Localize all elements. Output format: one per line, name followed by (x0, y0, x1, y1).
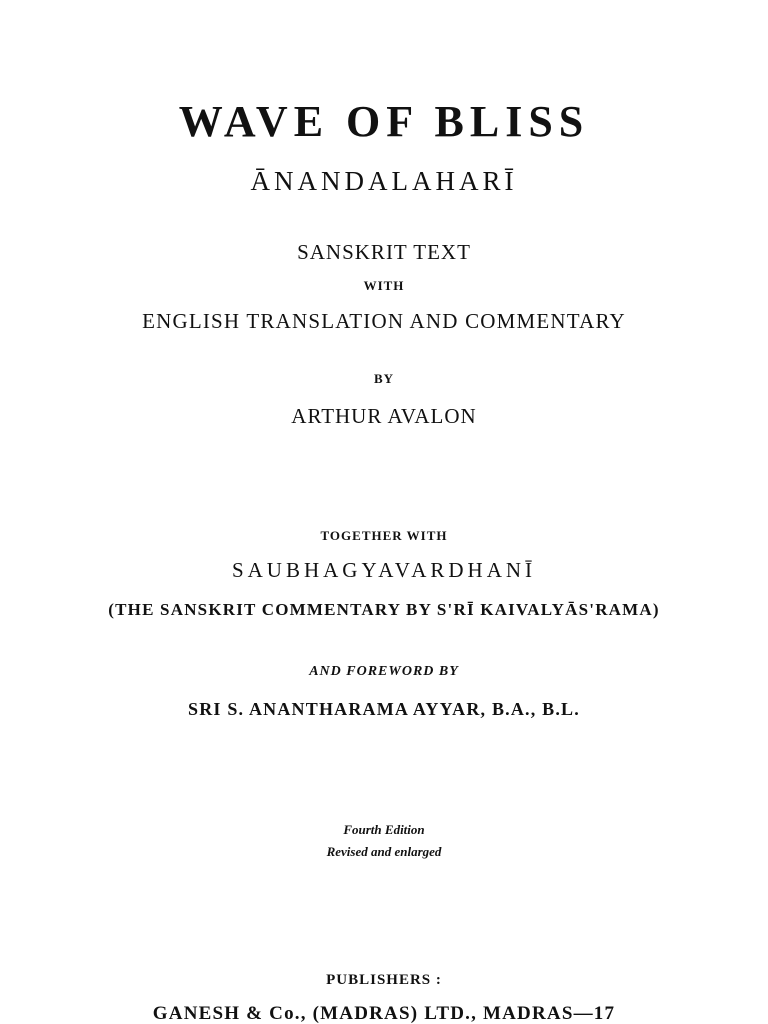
foreword-author: SRI S. ANANTHARAMA AYYAR, B.A., B.L. (188, 699, 580, 719)
edition-line-2: Revised and enlarged (326, 844, 442, 859)
description-line-2: WITH (363, 278, 405, 293)
book-subtitle: ĀNANDALAHARĪ (250, 166, 518, 196)
by-label: BY (373, 371, 395, 386)
edition-line-1: Fourth Edition (343, 822, 425, 837)
publisher-name: GANESH & Co., (MADRAS) LTD., MADRAS—17 (152, 1003, 616, 1024)
together-with-label: TOGETHER WITH (320, 528, 448, 543)
description-line-1: SANSKRIT TEXT (297, 240, 471, 264)
description-line-3: ENGLISH TRANSLATION AND COMMENTARY (142, 309, 626, 333)
foreword-label: AND FOREWORD BY (309, 664, 459, 679)
publisher-label: PUBLISHERS : (326, 972, 442, 988)
commentary-note: (THE SANSKRIT COMMENTARY BY S'RĪ KAIVALYĀS'RAMA) (108, 600, 660, 619)
commentary-name: SAUBHAGYAVARDHANĪ (231, 558, 537, 582)
author-name: ARTHUR AVALON (291, 404, 477, 428)
book-title: WAVE OF BLISS (178, 97, 590, 146)
